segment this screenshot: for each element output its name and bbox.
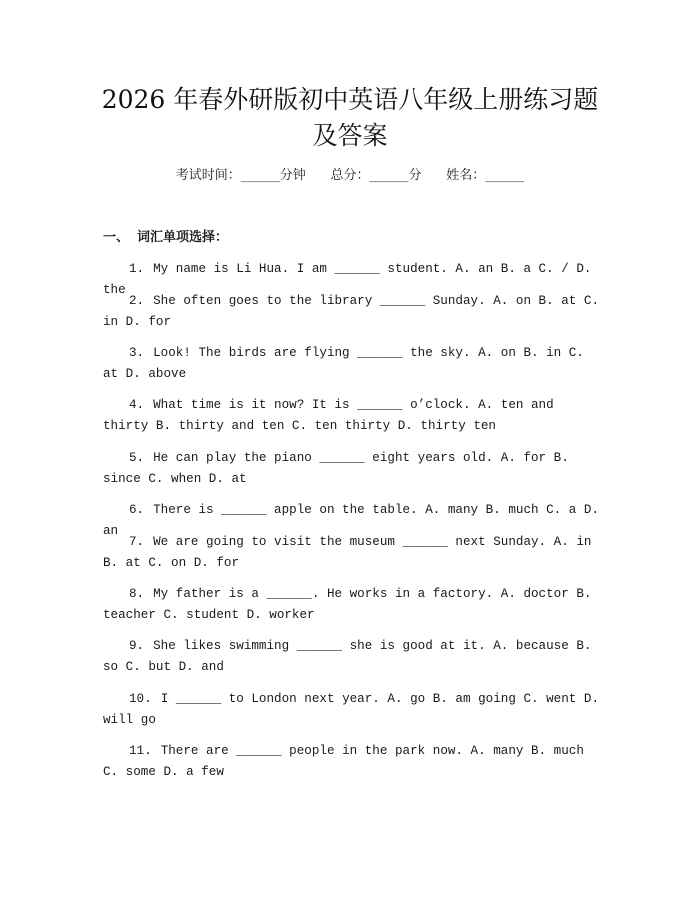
question-2 (103, 291, 600, 333)
question-7 (103, 532, 600, 574)
question-number: 6. (129, 503, 145, 517)
question-10 (103, 689, 600, 731)
question-number: 10. (129, 692, 152, 706)
question-number: 8. (129, 587, 145, 601)
exam-info: 考试时间：______分钟 总分：______分 姓名：______ (175, 168, 525, 183)
section-number: 一、 (103, 230, 130, 245)
document-title-line1: 2026 年春外研版初中英语八年级上册练习题 (101, 85, 599, 114)
question-8 (103, 584, 600, 626)
question-5 (103, 448, 600, 490)
question-text: My father is a ______. He works in a factory. A. doctor B. teacher C. student D. worker (103, 587, 592, 622)
question-text: She likes swimming ______ she is good at it. A. because B. so C. but D. and (103, 639, 592, 674)
section-heading (103, 228, 228, 248)
question-11 (103, 741, 600, 783)
question-number: 3. (129, 346, 145, 360)
question-text: Look! The birds are flying ______ the sky. A. on B. in C. at D. above (103, 346, 584, 381)
question-number: 7. (129, 535, 145, 549)
question-3 (103, 343, 600, 385)
question-4 (103, 395, 600, 437)
question-9 (103, 636, 600, 678)
question-text: We are going to visit the museum ______ next Sunday. A. in B. at C. on D. for (103, 535, 592, 570)
question-number: 11. (129, 744, 152, 758)
question-number: 9. (129, 639, 145, 653)
question-number: 5. (129, 451, 145, 465)
question-text: What time is it now? It is ______ o’clock. A. ten and thirty B. thirty and ten C. ten thirty D. thirty ten (103, 398, 554, 433)
question-text: My name is Li Hua. I am ______ student. A. an B. a C. / D. the (103, 262, 592, 297)
question-text: She often goes to the library ______ Sunday. A. on B. at C. in D. for (103, 294, 600, 329)
question-text: There are ______ people in the park now. A. many B. much C. some D. a few (103, 744, 584, 779)
question-number: 1. (129, 262, 145, 276)
question-text: There is ______ apple on the table. A. many B. much C. a D. an (103, 503, 600, 538)
question-text: I ______ to London next year. A. go B. am going C. went D. will go (103, 692, 600, 727)
question-number: 4. (129, 398, 145, 412)
section-title: 词汇单项选择： (137, 230, 229, 245)
question-number: 2. (129, 294, 145, 308)
question-text: He can play the piano ______ eight years old. A. for B. since C. when D. at (103, 451, 569, 486)
document-title-line2: 及答案 (312, 121, 388, 150)
